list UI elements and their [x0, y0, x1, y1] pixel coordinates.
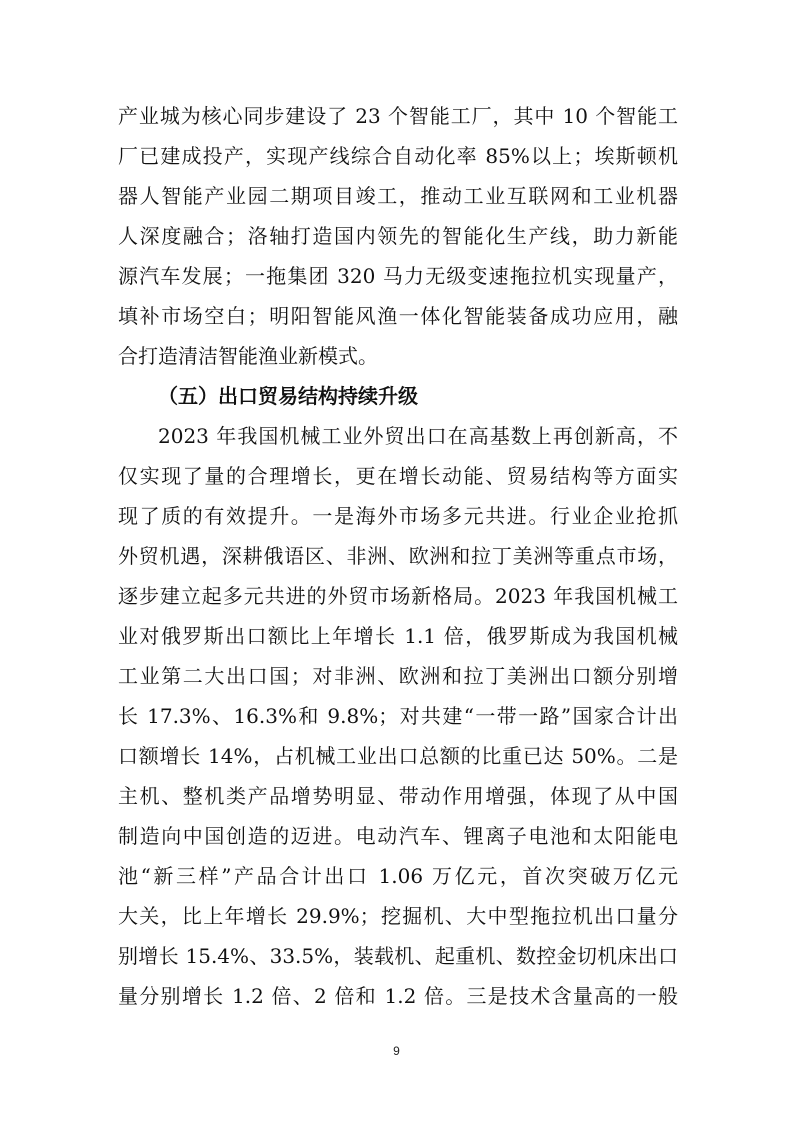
paragraph-line: 大关，比上年增长 29.9%；挖掘机、大中型拖拉机出口量分 — [118, 904, 678, 928]
paragraph-line: 工业第二大出口国；对非洲、欧洲和拉丁美洲出口额分别增 — [118, 664, 678, 688]
paragraph-line: 业对俄罗斯出口额比上年增长 1.1 倍，俄罗斯成为我国机械 — [118, 624, 678, 648]
body-text — [118, 96, 678, 1016]
page-number: 9 — [393, 1044, 400, 1058]
paragraph-line: 别增长 15.4%、33.5%，装载机、起重机、数控金切机床出口 — [118, 944, 678, 968]
paragraph-line: 源汽车发展；一拖集团 320 马力无级变速拖拉机实现量产， — [118, 264, 678, 288]
paragraph-line: 产业城为核心同步建设了 23 个智能工厂，其中 10 个智能工 — [118, 104, 678, 128]
paragraph-line: 口额增长 14%，占机械工业出口总额的比重已达 50%。二是 — [118, 744, 678, 768]
paragraph-line: 逐步建立起多元共进的外贸市场新格局。2023 年我国机械工 — [118, 584, 678, 608]
paragraph-line: 填补市场空白；明阳智能风渔一体化智能装备成功应用，融 — [118, 304, 678, 328]
paragraph-line: 合打造清洁智能渔业新模式。 — [118, 344, 378, 368]
paragraph-line: 主机、整机类产品增势明显、带动作用增强，体现了从中国 — [118, 784, 678, 808]
paragraph-line: 长 17.3%、16.3%和 9.8%；对共建“一带一路”国家合计出 — [118, 704, 678, 728]
paragraph-line: 2023 年我国机械工业外贸出口在高基数上再创新高，不 — [158, 424, 678, 448]
paragraph-line: 现了质的有效提升。一是海外市场多元共进。行业企业抢抓 — [118, 504, 678, 528]
section-heading: （五）出口贸易结构持续升级 — [158, 384, 418, 408]
paragraph-line: 厂已建成投产，实现产线综合自动化率 85%以上；埃斯顿机 — [118, 144, 678, 168]
paragraph-line: 制造向中国创造的迈进。电动汽车、锂离子电池和太阳能电 — [118, 824, 678, 848]
paragraph-line: 器人智能产业园二期项目竣工，推动工业互联网和工业机器 — [118, 184, 678, 208]
paragraph-line: 人深度融合；洛轴打造国内领先的智能化生产线，助力新能 — [118, 224, 678, 248]
paragraph-line: 池“新三样”产品合计出口 1.06 万亿元，首次突破万亿元 — [118, 864, 678, 888]
paragraph-line: 量分别增长 1.2 倍、2 倍和 1.2 倍。三是技术含量高的一般 — [118, 984, 678, 1008]
paragraph-line: 仅实现了量的合理增长，更在增长动能、贸易结构等方面实 — [118, 464, 678, 488]
paragraph-line: 外贸机遇，深耕俄语区、非洲、欧洲和拉丁美洲等重点市场， — [118, 544, 678, 568]
